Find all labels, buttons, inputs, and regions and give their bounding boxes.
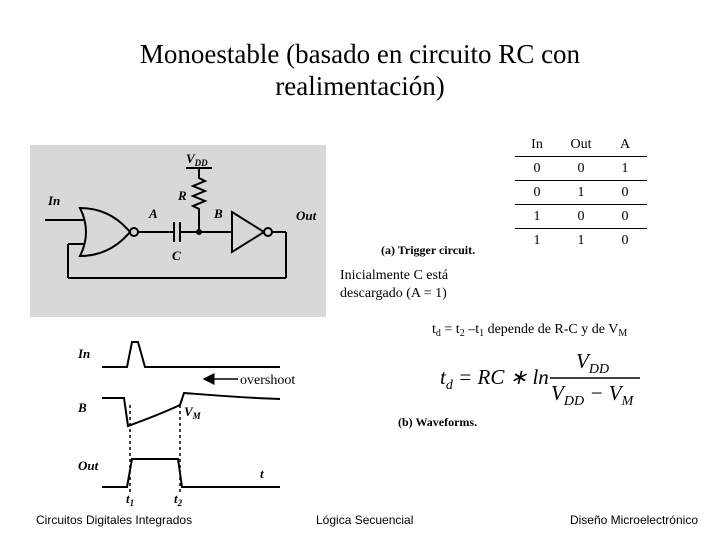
cell: 0 bbox=[603, 229, 647, 253]
header-out: Out bbox=[559, 133, 603, 157]
cell: 1 bbox=[559, 229, 603, 253]
wave-out-label: Out bbox=[78, 458, 99, 473]
formula-numerator: $V_{DD}$ bbox=[576, 349, 610, 377]
wave-in-label: In bbox=[78, 346, 91, 361]
node-b-label: B bbox=[214, 206, 223, 221]
cell: 0 bbox=[577, 160, 585, 176]
waveforms bbox=[77, 342, 295, 508]
footer-left: Circuitos Digitales Integrados bbox=[36, 513, 193, 527]
note-line-1: Inicialmente C está bbox=[340, 268, 449, 283]
td-relation-note: $t_d = t_2$ $-t_1$ depende de R-C y de $V_M$ bbox=[432, 322, 628, 339]
title-line-2: realimentación) bbox=[275, 71, 445, 101]
waveforms-caption: (b) Waveforms. bbox=[398, 415, 478, 429]
cell: 1 bbox=[515, 205, 559, 229]
cell: 0 bbox=[515, 181, 559, 205]
cell: 1 bbox=[621, 160, 629, 176]
td-formula bbox=[440, 349, 640, 409]
time-axis-label: t bbox=[260, 466, 264, 481]
footer-center: Lógica Secuencial bbox=[316, 513, 414, 527]
t1-label: $t_1$ bbox=[126, 491, 135, 508]
formula-denominator: $V_{DD} - V_M$ bbox=[551, 381, 634, 409]
trigger-circuit bbox=[30, 145, 326, 317]
t2-label: $t_2$ bbox=[174, 491, 183, 508]
cell: 1 bbox=[515, 229, 559, 253]
cell: 0 bbox=[603, 205, 647, 229]
table-row bbox=[515, 205, 647, 229]
header-a: A bbox=[603, 133, 647, 157]
cell: 0 bbox=[533, 160, 541, 176]
circuit-in-label: In bbox=[48, 193, 61, 208]
cell: 0 bbox=[603, 181, 647, 205]
out-waveform bbox=[102, 459, 280, 487]
header-in: In bbox=[515, 133, 559, 157]
note-line-2: descargado (A = 1) bbox=[340, 286, 447, 301]
resistor-label: R bbox=[178, 188, 187, 203]
overshoot-label: overshoot bbox=[240, 373, 296, 388]
footer-right: Diseño Microelectrónico bbox=[569, 513, 698, 527]
table-row bbox=[515, 157, 647, 181]
vm-label: $V_M$ bbox=[184, 404, 201, 421]
table-row bbox=[515, 181, 647, 205]
initial-state-note bbox=[340, 267, 448, 303]
circuit-out-label: Out bbox=[296, 208, 317, 223]
trigger-caption: (a) Trigger circuit. bbox=[381, 243, 476, 257]
formula-lhs: $t_d$ = RC ∗ ln bbox=[440, 365, 549, 393]
in-waveform bbox=[102, 342, 280, 367]
vdd-label: $V_{DD}$ bbox=[186, 151, 208, 168]
capacitor-label: C bbox=[172, 248, 181, 263]
title-line-1: Monoestable (basado en circuito RC con bbox=[139, 39, 581, 69]
table-row bbox=[515, 229, 647, 253]
truth-table-header bbox=[515, 133, 647, 157]
cell: 0 bbox=[559, 205, 603, 229]
wave-b-label: B bbox=[78, 400, 87, 415]
cell: 1 bbox=[559, 181, 603, 205]
node-a-label: A bbox=[149, 206, 158, 221]
truth-table bbox=[515, 133, 647, 252]
